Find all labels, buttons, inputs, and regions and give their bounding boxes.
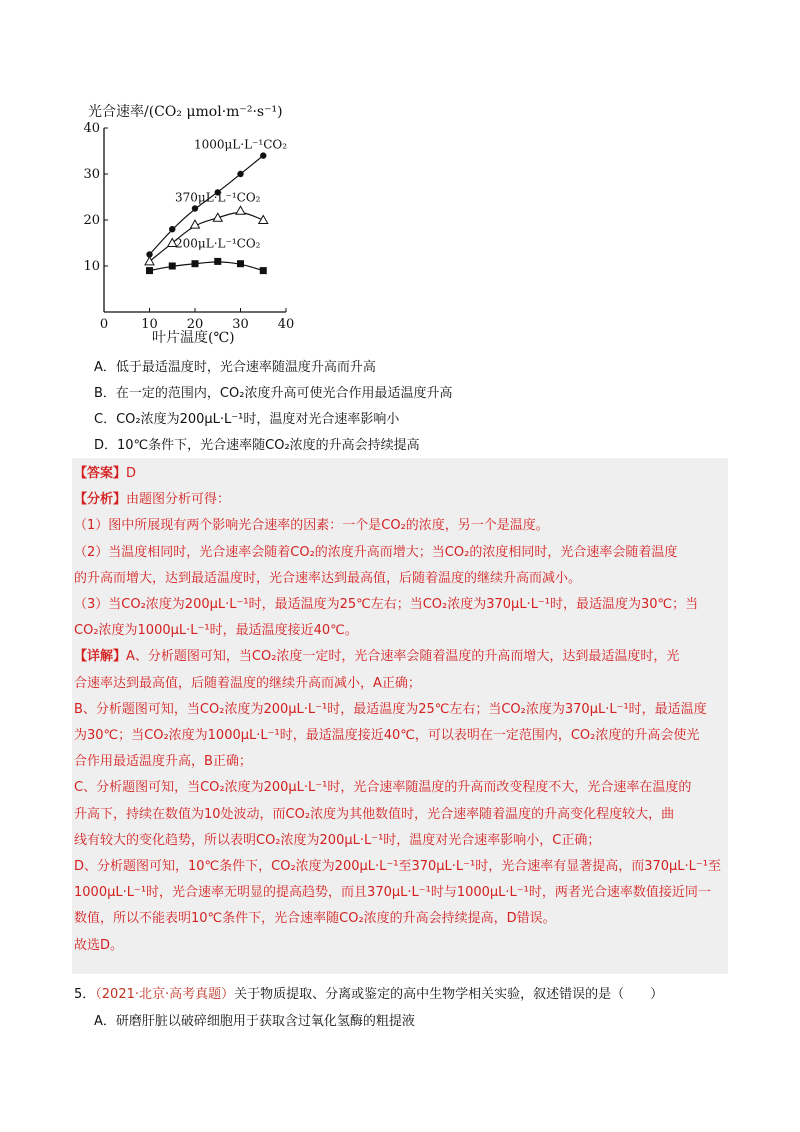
answer-line: 的升高而增大，达到最适温度时，光合速率达到最高值，后随着温度的继续升高而减小。 [74,570,582,586]
series-label: 1000μL·L⁻¹CO₂ [193,137,288,152]
photosynthesis-rate-chart [83,96,346,356]
answer-line: 合作用最适温度升高，B正确； [74,754,252,770]
option-letter: D． [94,438,118,453]
data-point-square [260,267,267,274]
y-tick-label: 10 [83,259,100,274]
answer-line: 升高下，持续在数值为10处波动，而CO₂浓度为其他数值时，光合速率随着温度的升高变化程度较大，曲 [74,806,675,822]
data-point-circle [237,171,243,177]
option-letter: C． [94,412,117,427]
question-5-option-a: A．研磨肝脏以破碎细胞用于获取含过氧化氢酶的粗提液 [94,1014,415,1029]
answer-line: （1）图中所展现有两个影响光合速率的因素：一个是CO₂的浓度，另一个是温度。 [74,518,549,534]
option-text: CO₂浓度为200μL·L⁻¹时，温度对光合速率影响小 [116,412,400,427]
answer-line [74,490,230,510]
data-point-square [192,260,199,267]
plot-area [83,121,294,332]
question-number: 5． [74,987,96,1002]
answer-line: B、分析题图可知，当CO₂浓度为200μL·L⁻¹时，最适温度为25℃左右；当CO₂浓度为370μL·L⁻¹时，最适温度 [74,701,707,717]
answer-line [74,464,136,484]
y-tick-label: 20 [83,213,100,228]
answer-line: C、分析题图可知，当CO₂浓度为200μL·L⁻¹时，光合速率随温度的升高而改变程度不大，光合速率在温度的 [74,780,692,796]
data-point-circle [192,205,198,211]
x-axis-label: 叶片温度(℃) [152,330,235,346]
x-tick-label: 30 [232,317,249,332]
x-tick-label: 10 [141,317,158,332]
x-tick-label: 40 [277,317,295,332]
answer-line [74,647,679,667]
option-letter: B． [94,386,116,401]
answer-tag-text: A、分析题图可知，当CO₂浓度一定时，光合速率会随着温度的升高而增大，达到最适温度时，光 [126,649,680,665]
question-5-stem [74,985,663,1005]
x-tick-label: 0 [99,317,109,332]
data-point-circle [169,226,175,232]
x-tick-label: 20 [186,317,204,332]
option-text: 10℃条件下，光合速率随CO₂浓度的升高会持续提高 [117,438,420,453]
answer-line: D、分析题图可知，10℃条件下，CO₂浓度为200μL·L⁻¹至370μL·L⁻¹时，光合速率有显著提高，而370μL·L⁻¹至 [74,859,721,874]
option-a [94,358,376,378]
answer-line: （3）当CO₂浓度为200μL·L⁻¹时，最适温度为25℃左右；当CO₂浓度为370μL·L⁻¹时，最适温度为30℃；当 [74,597,699,612]
y-tick-label: 30 [83,167,100,182]
answer-line: 为30℃；当CO₂浓度为1000μL·L⁻¹时，最适温度接近40℃，可以表明在一定范围内，CO₂浓度的升高会使光 [74,728,700,743]
option-letter: A． [94,360,116,375]
series-label: 200μL·L⁻¹CO₂ [175,236,261,251]
answer-tag: 【分析】 [74,492,127,508]
answer-tag-text: D [126,466,137,481]
answer-line: 合速率达到最高值，后随着温度的继续升高而减小，A正确； [74,675,421,691]
answer-line: 故选D。 [74,937,124,953]
data-point-triangle [259,216,268,224]
y-tick-label: 40 [83,121,100,136]
data-point-circle [260,152,266,158]
y-axis-label: 光合速率/(CO₂ μmol·m⁻²·s⁻¹) [88,104,283,120]
answer-line: 1000μL·L⁻¹时，光合速率无明显的提高趋势，而且370μL·L⁻¹时与1000μL·L⁻¹时，两者光合速率数值接近同一 [74,885,711,901]
question-text: 关于物质提取、分离或鉴定的高中生物学相关实验，叙述错误的是（ ） [234,987,664,1002]
option-c [94,410,399,430]
answer-tag-text: 由题图分析可得： [126,492,231,508]
data-point-triangle [236,206,245,214]
option-b [94,384,452,404]
answer-line: （2）当温度相同时，光合速率会随着CO₂的浓度升高而增大；当CO₂的浓度相同时，光合速率会随着温度 [74,544,678,560]
data-point-square [146,267,153,274]
question-source: （2021·北京·高考真题） [95,987,235,1002]
answer-line: 线有较大的变化趋势，所以表明CO₂浓度为200μL·L⁻¹时，温度对光合速率影响小，C正确； [74,832,601,848]
series-label: 370μL·L⁻¹CO₂ [175,190,261,205]
data-point-square [214,258,221,265]
answer-tag: 【详解】 [74,649,127,665]
data-point-square [237,260,244,267]
option-text: 低于最适温度时，光合速率随温度升高而升高 [115,360,376,375]
option-d [94,436,420,456]
answer-line: 数值，所以不能表明10℃条件下，光合速率随CO₂浓度的升高会持续提高，D错误。 [74,911,556,927]
option-text: 在一定的范围内，CO₂浓度升高可使光合作用最适温度升高 [115,386,453,401]
answer-line: CO₂浓度为1000μL·L⁻¹时，最适温度接近40℃。 [74,623,358,639]
series-line-2 [150,262,264,271]
answer-tag: 【答案】 [74,466,127,481]
data-point-square [169,263,176,270]
